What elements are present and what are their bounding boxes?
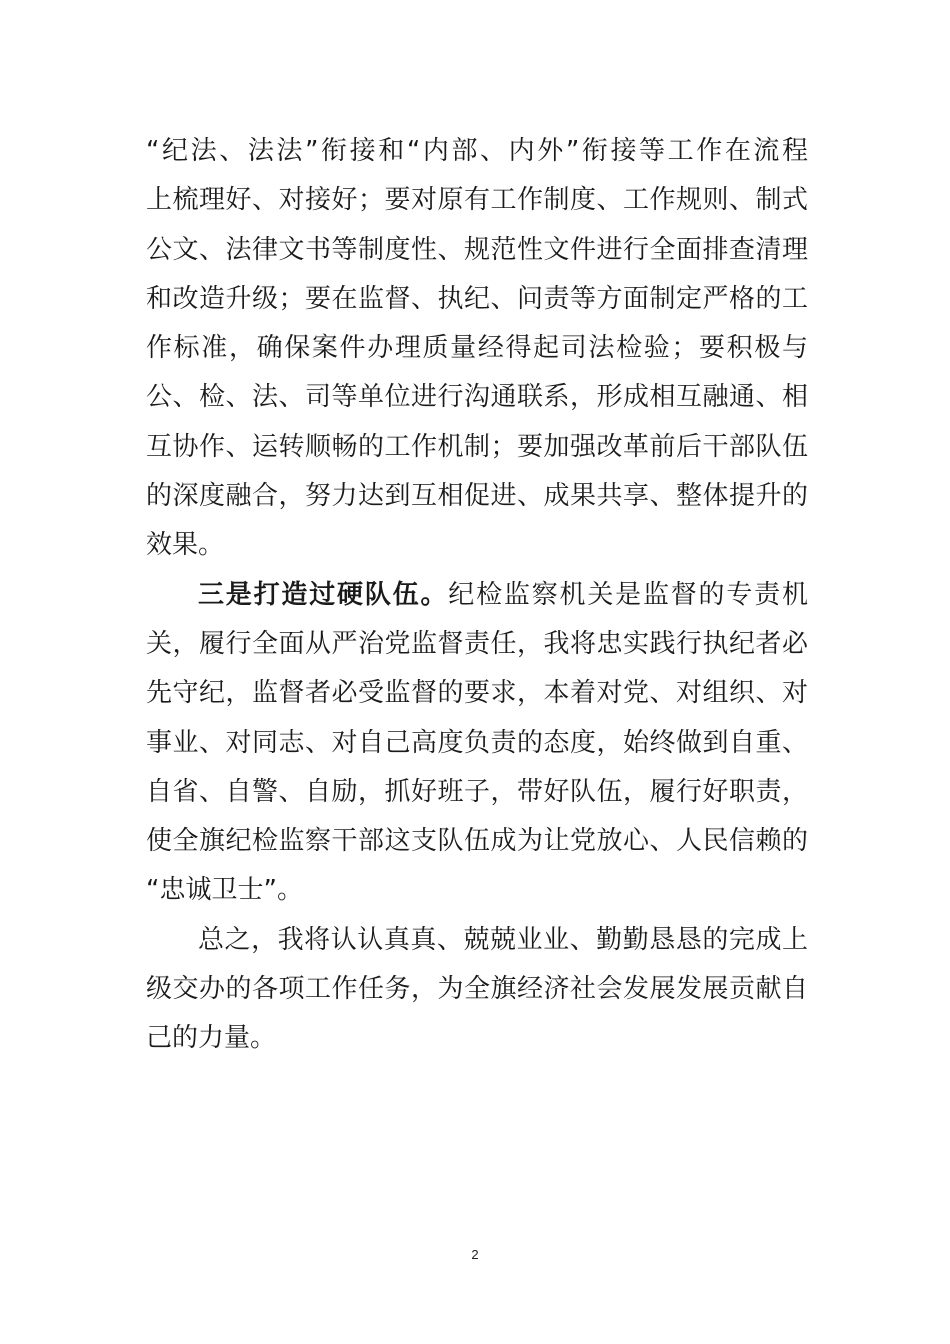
text-line: 关，履行全面从严治党监督责任，我将忠实践行执纪者必 <box>146 628 808 659</box>
document-body <box>146 127 808 1064</box>
text-line: 公、检、法、司等单位进行沟通联系，形成相互融通、相 <box>146 382 808 413</box>
text-line: 作标准，确保案件办理质量经得起司法检验；要积极与 <box>146 333 808 364</box>
text-line: 使全旗纪检监察干部这支队伍成为让党放心、人民信赖的 <box>146 826 808 857</box>
paragraph-1 <box>146 127 808 571</box>
text-line: 上梳理好、对接好；要对原有工作制度、工作规则、制式 <box>146 185 808 216</box>
text-run: 纪检监察机关是监督的专责机 <box>448 579 808 610</box>
text-line: 效果。 <box>146 530 225 561</box>
text-line: 和改造升级；要在监督、执纪、问责等方面制定严格的工 <box>146 283 808 314</box>
text-line: “纪法、法法”衔接和“内部、内外”衔接等工作在流程 <box>146 136 808 166</box>
text-line: 己的力量。 <box>146 1023 277 1054</box>
text-line: 公文、法律文书等制度性、规范性文件进行全面排查清理 <box>146 234 808 265</box>
text-line: 互协作、运转顺畅的工作机制；要加强改革前后干部队伍 <box>146 431 808 462</box>
section-heading: 三是打造过硬队伍。 <box>198 579 449 610</box>
text-line: 级交办的各项工作任务，为全旗经济社会发展发展贡献自 <box>146 974 808 1005</box>
text-line: 自省、自警、自励，抓好班子，带好队伍，履行好职责， <box>146 776 808 807</box>
paragraph-2 <box>146 571 808 916</box>
paragraph-3 <box>146 916 808 1064</box>
page-number: 2 <box>471 1247 479 1262</box>
text-line: 的深度融合，努力达到互相促进、成果共享、整体提升的 <box>146 481 808 512</box>
text-line: “忠诚卫士”。 <box>146 875 303 906</box>
text-line: 总之，我将认认真真、兢兢业业、勤勤恳恳的完成上 <box>198 924 808 955</box>
text-line: 先守纪，监督者必受监督的要求，本着对党、对组织、对 <box>146 678 808 709</box>
text-line <box>146 571 808 620</box>
text-line: 事业、对同志、对自己高度负责的态度，始终做到自重、 <box>146 727 808 758</box>
